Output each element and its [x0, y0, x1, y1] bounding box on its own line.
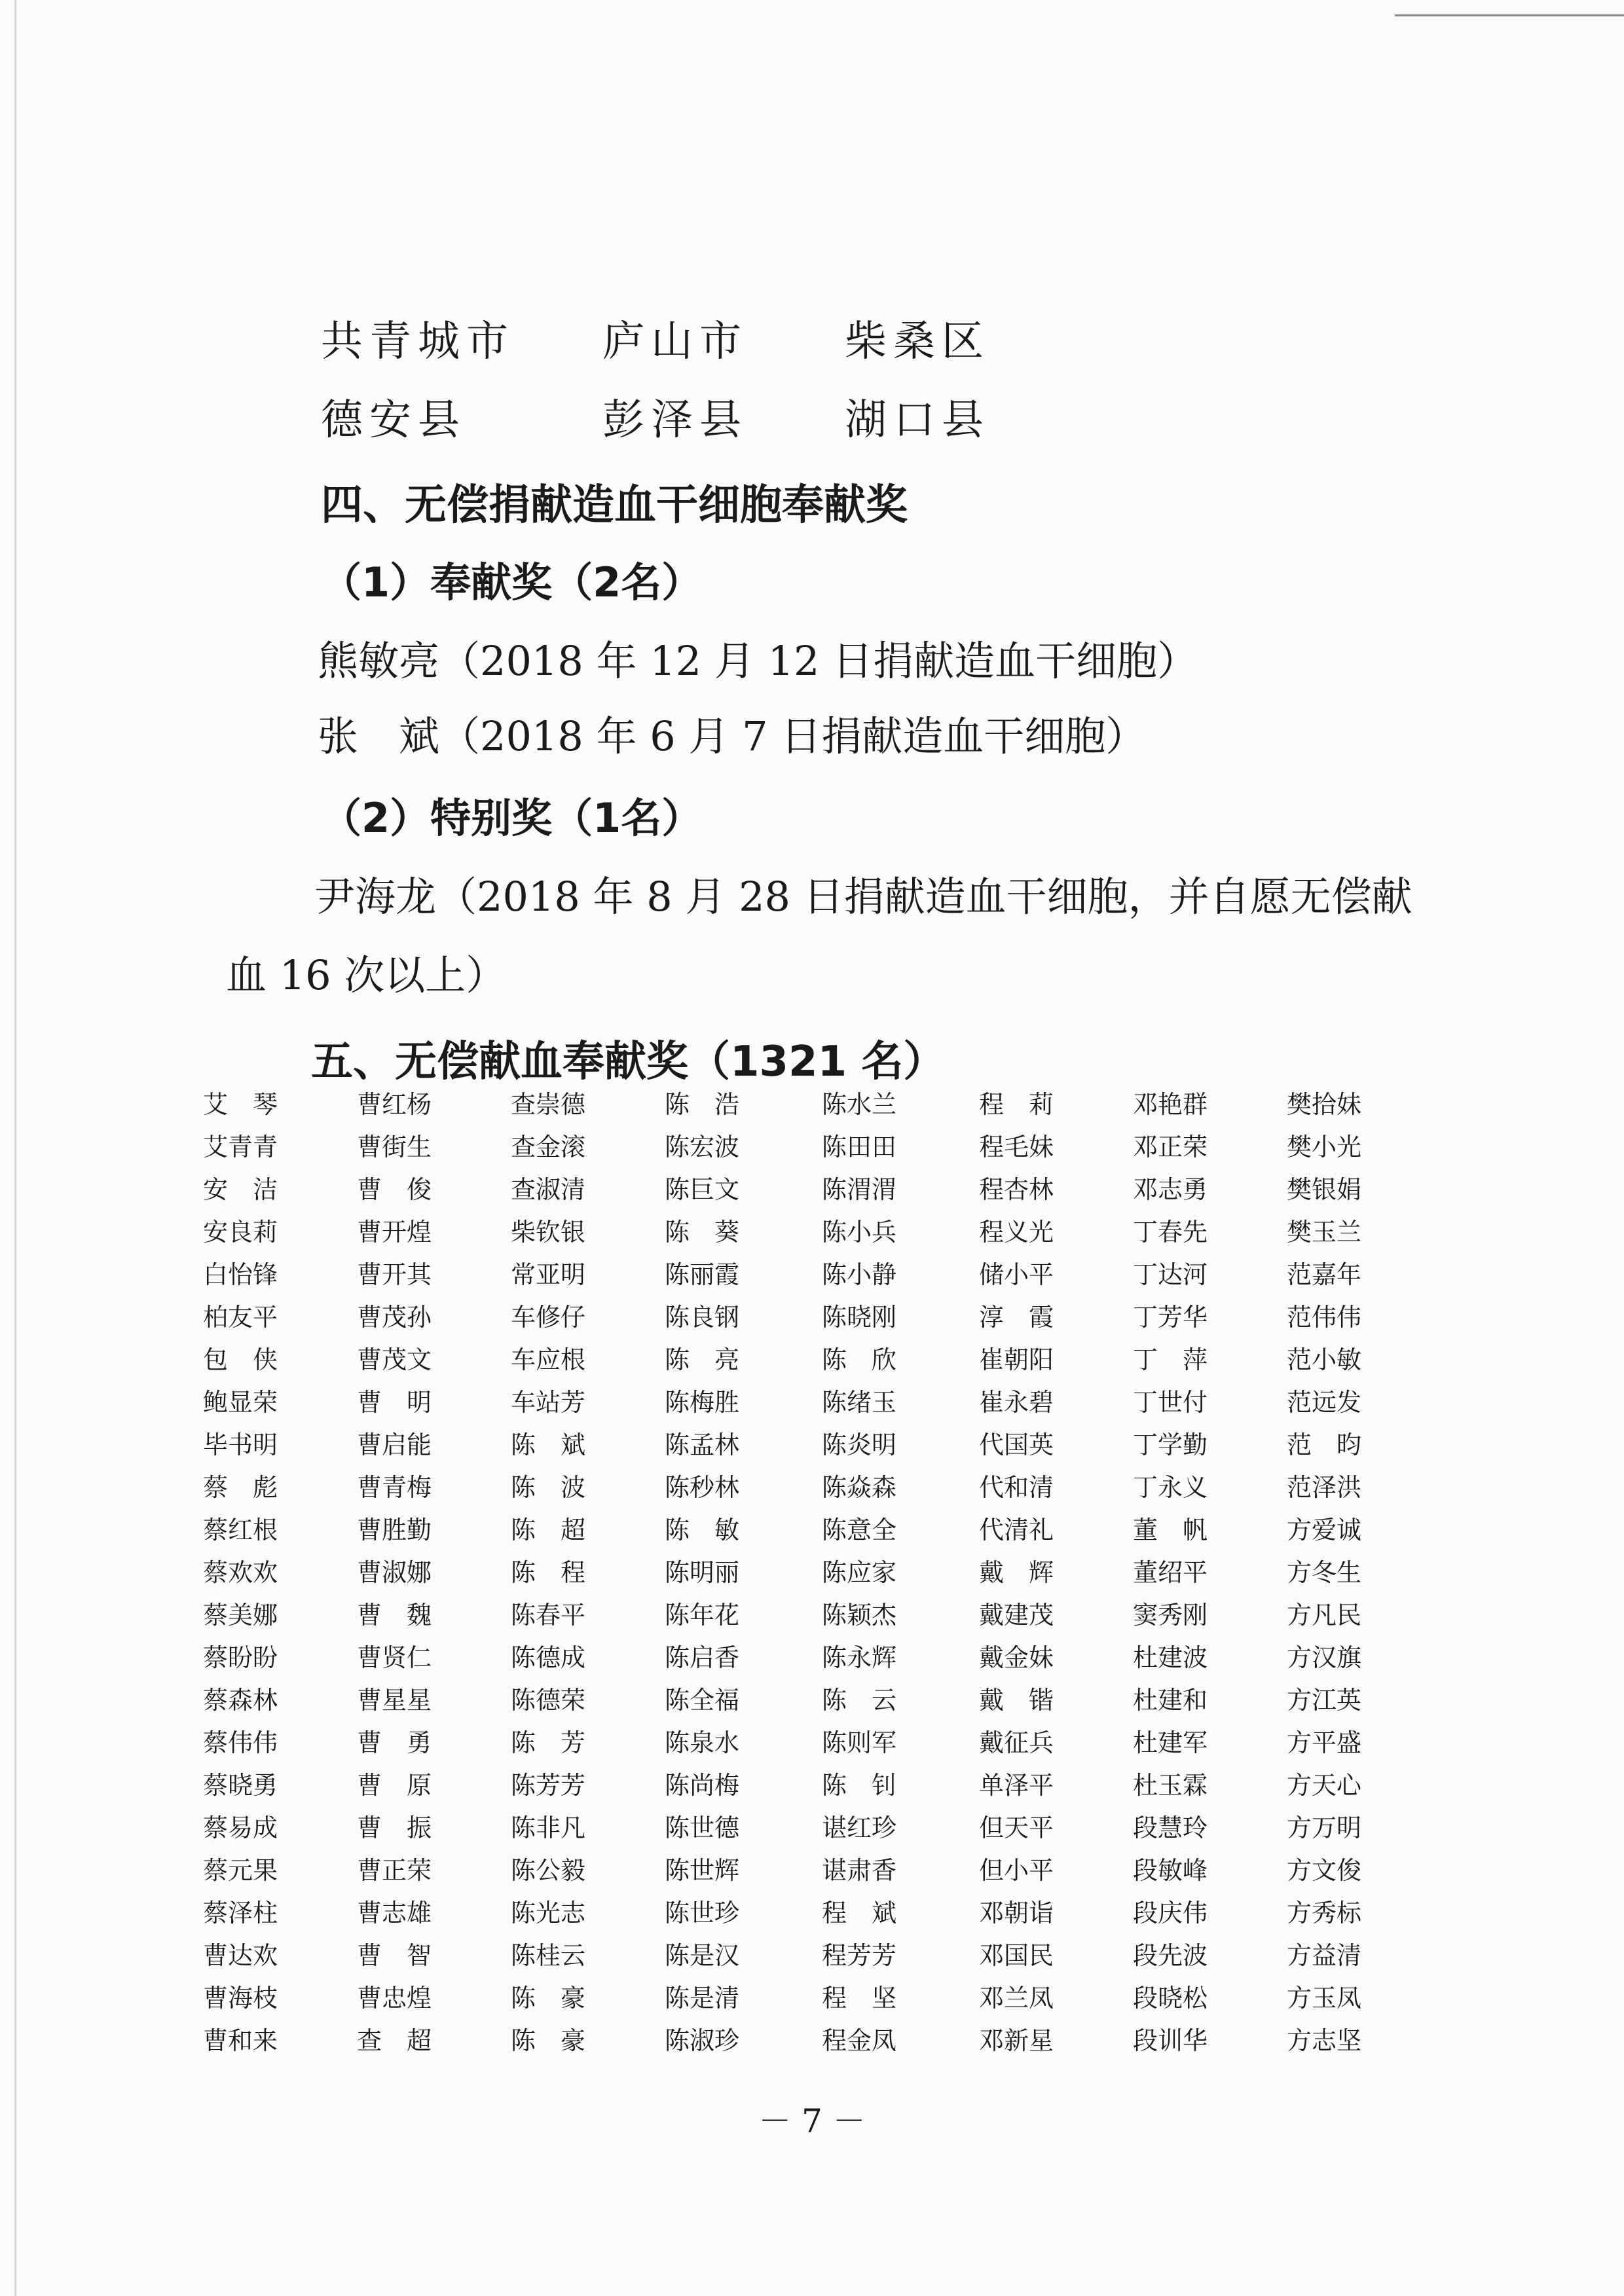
name-column — [1133, 1084, 1283, 2062]
donor-name: 戴征兵 — [979, 1728, 1054, 1757]
donor-name: 但天平 — [979, 1813, 1054, 1842]
donor-name: 曹 智 — [357, 1941, 432, 1970]
donor-name: 范嘉年 — [1287, 1260, 1362, 1289]
donor-name: 陈炎明 — [822, 1430, 897, 1459]
donor-name: 陈 豪 — [511, 2026, 586, 2055]
county-name: 庐山市 — [602, 318, 748, 366]
donor-name: 陈孟林 — [665, 1430, 740, 1459]
donor-name: 曹街生 — [357, 1133, 432, 1161]
donor-name: 方志坚 — [1287, 2026, 1362, 2055]
donor-name: 陈桂云 — [511, 1941, 586, 1970]
county-name: 彭泽县 — [602, 396, 748, 445]
donor-name: 查 超 — [357, 2026, 432, 2055]
donor-name: 陈全福 — [665, 1686, 740, 1715]
donor-name: 陈芳芳 — [511, 1771, 586, 1800]
donor-name: 方秀标 — [1287, 1899, 1362, 1927]
donor-name: 陈 芳 — [511, 1728, 586, 1757]
donor-name: 艾 琴 — [203, 1090, 278, 1119]
donor-name: 蔡晓勇 — [203, 1771, 278, 1800]
donor-name: 曹 勇 — [357, 1728, 432, 1757]
donor-name: 蔡伟伟 — [203, 1728, 278, 1757]
donor-name: 程芳芳 — [822, 1941, 897, 1970]
donor-name: 方汉旗 — [1287, 1643, 1362, 1672]
donor-name: 安良莉 — [203, 1218, 278, 1247]
county-row-1 — [321, 308, 1369, 373]
donor-name: 曹 魏 — [357, 1601, 432, 1630]
donor-name: 陈焱森 — [822, 1473, 897, 1502]
donor-name: 范泽洪 — [1287, 1473, 1362, 1502]
donor-name: 陈淑珍 — [665, 2026, 740, 2055]
donor-name: 车应根 — [511, 1345, 586, 1374]
donor-name: 储小平 — [979, 1260, 1054, 1289]
donor-name: 蔡泽柱 — [203, 1899, 278, 1927]
donor-name: 段训华 — [1133, 2026, 1208, 2055]
donor-name: 曹淑娜 — [357, 1558, 432, 1587]
donor-name: 陈意全 — [822, 1516, 897, 1544]
donor-name: 邓国民 — [979, 1941, 1054, 1970]
donor-name-grid — [196, 1084, 1441, 2079]
donor-name: 陈 云 — [822, 1686, 897, 1715]
donor-name: 陈是清 — [665, 1984, 740, 2013]
donor-name: 杜建和 — [1133, 1686, 1208, 1715]
donor-name: 陈 浩 — [665, 1090, 740, 1119]
donor-name: 陈 斌 — [511, 1430, 586, 1459]
name-column — [511, 1084, 661, 2062]
donor-name: 曹开其 — [357, 1260, 432, 1289]
donor-name: 戴金妹 — [979, 1643, 1054, 1672]
award-entry-continued: 血 16 次以上） — [226, 951, 507, 999]
donor-name: 柴钦银 — [511, 1218, 586, 1247]
donor-name: 曹 明 — [357, 1388, 432, 1417]
donor-name: 陈 欣 — [822, 1345, 897, 1374]
donor-name: 蔡元果 — [203, 1856, 278, 1885]
page-number: － 7 － — [758, 2102, 866, 2140]
donor-name: 蔡欢欢 — [203, 1558, 278, 1587]
donor-name: 董 帆 — [1133, 1516, 1208, 1544]
donor-name: 陈德成 — [511, 1643, 586, 1672]
donor-name: 蔡易成 — [203, 1813, 278, 1842]
section-5-heading: 五、无偿献血奉献奖（1321 名） — [311, 1038, 946, 1086]
donor-name: 董绍平 — [1133, 1558, 1208, 1587]
section-4-heading: 四、无偿捐献造血干细胞奉献奖 — [321, 481, 908, 530]
donor-name: 查崇德 — [511, 1090, 586, 1119]
donor-name: 崔朝阳 — [979, 1345, 1054, 1374]
donor-name: 丁达河 — [1133, 1260, 1208, 1289]
donor-name: 柏友平 — [203, 1303, 278, 1332]
donor-name: 陈颖杰 — [822, 1601, 897, 1630]
donor-name: 艾青青 — [203, 1133, 278, 1161]
name-column — [822, 1084, 972, 2062]
donor-name: 陈则军 — [822, 1728, 897, 1757]
donor-name: 代国英 — [979, 1430, 1054, 1459]
donor-name: 白怡锋 — [203, 1260, 278, 1289]
donor-name: 樊小光 — [1287, 1133, 1362, 1161]
donor-name: 包 侠 — [203, 1345, 278, 1374]
award-entry: 张 斌（2018 年 6 月 7 日捐献造血干细胞） — [318, 712, 1147, 760]
donor-name: 陈 豪 — [511, 1984, 586, 2013]
donor-name: 陈世珍 — [665, 1899, 740, 1927]
donor-name: 方万明 — [1287, 1813, 1362, 1842]
scan-edge-shadow — [14, 0, 16, 2296]
donor-name: 车修仔 — [511, 1303, 586, 1332]
donor-name: 方爱诚 — [1287, 1516, 1362, 1544]
donor-name: 陈光志 — [511, 1899, 586, 1927]
donor-name: 曹茂孙 — [357, 1303, 432, 1332]
county-name: 德安县 — [321, 396, 466, 445]
donor-name: 毕书明 — [203, 1430, 278, 1459]
name-column — [979, 1084, 1130, 2062]
donor-name: 陈世辉 — [665, 1856, 740, 1885]
donor-name: 淳 霞 — [979, 1303, 1054, 1332]
donor-name: 程 斌 — [822, 1899, 897, 1927]
donor-name: 程 坚 — [822, 1984, 897, 2013]
donor-name: 鲍显荣 — [203, 1388, 278, 1417]
donor-name: 陈公毅 — [511, 1856, 586, 1885]
donor-name: 蔡美娜 — [203, 1601, 278, 1630]
donor-name: 陈春平 — [511, 1601, 586, 1630]
donor-name: 程义光 — [979, 1218, 1054, 1247]
name-column — [665, 1084, 815, 2062]
donor-name: 曹启能 — [357, 1430, 432, 1459]
donor-name: 杜玉霖 — [1133, 1771, 1208, 1800]
donor-name: 丁学勤 — [1133, 1430, 1208, 1459]
donor-name: 崔永碧 — [979, 1388, 1054, 1417]
county-name: 湖口县 — [845, 396, 990, 445]
donor-name: 方平盛 — [1287, 1728, 1362, 1757]
donor-name: 曹青梅 — [357, 1473, 432, 1502]
donor-name: 代清礼 — [979, 1516, 1054, 1544]
donor-name: 杜建军 — [1133, 1728, 1208, 1757]
donor-name: 曹 俊 — [357, 1175, 432, 1204]
donor-name: 曹 振 — [357, 1813, 432, 1842]
donor-name: 陈渭渭 — [822, 1175, 897, 1204]
donor-name: 曹正荣 — [357, 1856, 432, 1885]
donor-name: 陈宏波 — [665, 1133, 740, 1161]
donor-name: 曹红杨 — [357, 1090, 432, 1119]
donor-name: 方凡民 — [1287, 1601, 1362, 1630]
section-4-sub-2: （2）特别奖（1名） — [321, 794, 703, 842]
donor-name: 陈永辉 — [822, 1643, 897, 1672]
donor-name: 陈是汉 — [665, 1941, 740, 1970]
donor-name: 丁春先 — [1133, 1218, 1208, 1247]
donor-name: 樊玉兰 — [1287, 1218, 1362, 1247]
donor-name: 陈 钊 — [822, 1771, 897, 1800]
donor-name: 陈巨文 — [665, 1175, 740, 1204]
donor-name: 陈 超 — [511, 1516, 586, 1544]
donor-name: 邓艳群 — [1133, 1090, 1208, 1119]
donor-name: 程毛妹 — [979, 1133, 1054, 1161]
donor-name: 曹开煌 — [357, 1218, 432, 1247]
donor-name: 曹忠煌 — [357, 1984, 432, 2013]
county-name: 共青城市 — [321, 318, 515, 366]
donor-name: 安 洁 — [203, 1175, 278, 1204]
donor-name: 范伟伟 — [1287, 1303, 1362, 1332]
donor-name: 程 莉 — [979, 1090, 1054, 1119]
name-column — [1287, 1084, 1437, 2062]
donor-name: 丁永义 — [1133, 1473, 1208, 1502]
donor-name: 范 昀 — [1287, 1430, 1362, 1459]
donor-name: 曹志雄 — [357, 1899, 432, 1927]
donor-name: 陈良钢 — [665, 1303, 740, 1332]
donor-name: 单泽平 — [979, 1771, 1054, 1800]
donor-name: 邓朝诣 — [979, 1899, 1054, 1927]
donor-name: 谌红珍 — [822, 1813, 897, 1842]
donor-name: 陈小兵 — [822, 1218, 897, 1247]
donor-name: 陈启香 — [665, 1643, 740, 1672]
donor-name: 陈晓刚 — [822, 1303, 897, 1332]
donor-name: 陈 波 — [511, 1473, 586, 1502]
donor-name: 陈明丽 — [665, 1558, 740, 1587]
donor-name: 戴建茂 — [979, 1601, 1054, 1630]
donor-name: 曹海枝 — [203, 1984, 278, 2013]
name-column — [203, 1084, 354, 2062]
donor-name: 曹胜勤 — [357, 1516, 432, 1544]
donor-name: 邓志勇 — [1133, 1175, 1208, 1204]
donor-name: 常亚明 — [511, 1260, 586, 1289]
donor-name: 曹 原 — [357, 1771, 432, 1800]
donor-name: 邓新星 — [979, 2026, 1054, 2055]
donor-name: 陈应家 — [822, 1558, 897, 1587]
donor-name: 范小敏 — [1287, 1345, 1362, 1374]
donor-name: 方江英 — [1287, 1686, 1362, 1715]
donor-name: 段先波 — [1133, 1941, 1208, 1970]
donor-name: 陈小静 — [822, 1260, 897, 1289]
donor-name: 车站芳 — [511, 1388, 586, 1417]
donor-name: 查淑清 — [511, 1175, 586, 1204]
donor-name: 曹茂文 — [357, 1345, 432, 1374]
donor-name: 陈泉水 — [665, 1728, 740, 1757]
donor-name: 范远发 — [1287, 1388, 1362, 1417]
donor-name: 邓正荣 — [1133, 1133, 1208, 1161]
donor-name: 陈秒林 — [665, 1473, 740, 1502]
donor-name: 谌肃香 — [822, 1856, 897, 1885]
donor-name: 陈丽霞 — [665, 1260, 740, 1289]
donor-name: 方天心 — [1287, 1771, 1362, 1800]
county-row-2 — [321, 386, 1369, 452]
donor-name: 樊银娟 — [1287, 1175, 1362, 1204]
donor-name: 陈 亮 — [665, 1345, 740, 1374]
donor-name: 丁芳华 — [1133, 1303, 1208, 1332]
donor-name: 陈绪玉 — [822, 1388, 897, 1417]
donor-name: 杜建波 — [1133, 1643, 1208, 1672]
donor-name: 戴 锴 — [979, 1686, 1054, 1715]
donor-name: 陈非凡 — [511, 1813, 586, 1842]
donor-name: 代和清 — [979, 1473, 1054, 1502]
donor-name: 曹星星 — [357, 1686, 432, 1715]
donor-name: 陈世德 — [665, 1813, 740, 1842]
county-name: 柴桑区 — [845, 318, 990, 366]
donor-name: 程杏林 — [979, 1175, 1054, 1204]
scan-edge-rule — [1395, 14, 1624, 16]
donor-name: 陈 葵 — [665, 1218, 740, 1247]
donor-name: 蔡红根 — [203, 1516, 278, 1544]
donor-name: 曹达欢 — [203, 1941, 278, 1970]
award-entry: 尹海龙（2018 年 8 月 28 日捐献造血干细胞，并自愿无偿献 — [314, 873, 1412, 920]
donor-name: 陈年花 — [665, 1601, 740, 1630]
donor-name: 丁世付 — [1133, 1388, 1208, 1417]
donor-name: 曹贤仁 — [357, 1643, 432, 1672]
donor-name: 方冬生 — [1287, 1558, 1362, 1587]
section-4-sub-1: （1）奉献奖（2名） — [321, 558, 703, 606]
donor-name: 曹和来 — [203, 2026, 278, 2055]
donor-name: 方益清 — [1287, 1941, 1362, 1970]
donor-name: 戴 辉 — [979, 1558, 1054, 1587]
donor-name: 查金滚 — [511, 1133, 586, 1161]
donor-name: 方文俊 — [1287, 1856, 1362, 1885]
donor-name: 方玉凤 — [1287, 1984, 1362, 2013]
donor-name: 段庆伟 — [1133, 1899, 1208, 1927]
donor-name: 丁 萍 — [1133, 1345, 1208, 1374]
donor-name: 窦秀刚 — [1133, 1601, 1208, 1630]
name-column — [357, 1084, 507, 2062]
donor-name: 段敏峰 — [1133, 1856, 1208, 1885]
donor-name: 陈 程 — [511, 1558, 586, 1587]
donor-name: 陈尚梅 — [665, 1771, 740, 1800]
award-entry: 熊敏亮（2018 年 12 月 12 日捐献造血干细胞） — [318, 637, 1198, 685]
donor-name: 蔡 彪 — [203, 1473, 278, 1502]
donor-name: 段慧玲 — [1133, 1813, 1208, 1842]
donor-name: 段晓松 — [1133, 1984, 1208, 2013]
donor-name: 陈 敏 — [665, 1516, 740, 1544]
donor-name: 蔡盼盼 — [203, 1643, 278, 1672]
donor-name: 陈田田 — [822, 1133, 897, 1161]
donor-name: 樊拾妹 — [1287, 1090, 1362, 1119]
donor-name: 蔡森林 — [203, 1686, 278, 1715]
donor-name: 陈德荣 — [511, 1686, 586, 1715]
donor-name: 陈梅胜 — [665, 1388, 740, 1417]
donor-name: 但小平 — [979, 1856, 1054, 1885]
donor-name: 程金凤 — [822, 2026, 897, 2055]
donor-name: 邓兰凤 — [979, 1984, 1054, 2013]
donor-name: 陈水兰 — [822, 1090, 897, 1119]
